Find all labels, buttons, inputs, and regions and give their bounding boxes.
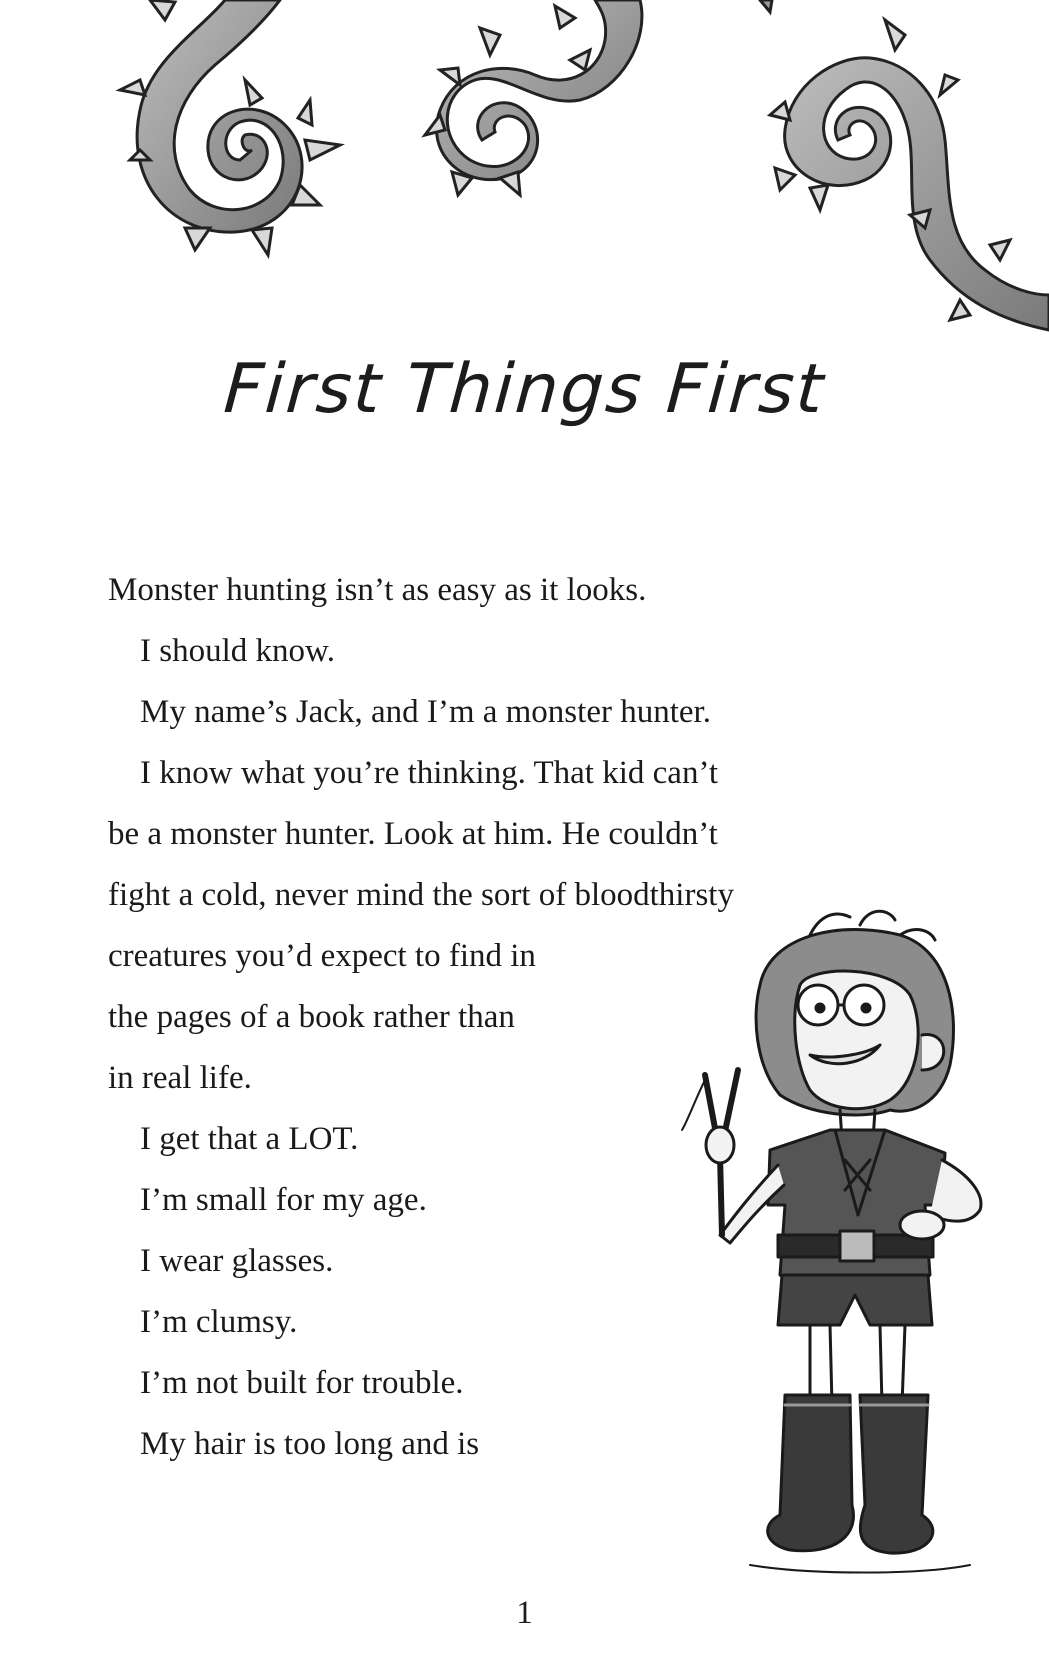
paragraph: I’m small for my age. [140,1182,427,1218]
text-line: fight a cold, never mind the sort of bloodthirsty [108,877,734,913]
boy-with-slingshot-illustration [660,905,1020,1595]
text-line: creatures you’d expect to find in [108,938,536,974]
paragraph: I’m clumsy. [140,1304,298,1340]
tentacle-middle [425,0,642,195]
paragraph: My name’s Jack, and I’m a monster hunter. [140,694,711,730]
paragraph: I get that a LOT. [140,1121,359,1157]
tentacles-illustration [0,0,1049,370]
text-line: be a monster hunter. Look at him. He couldn’t [108,816,718,852]
paragraph: My hair is too long and is [140,1426,480,1462]
page-number: 1 [516,1595,533,1631]
paragraph: I wear glasses. [140,1243,334,1279]
text-line: I know what you’re thinking. That kid can’t [140,755,718,791]
shorts [778,1275,932,1325]
boot-left [768,1395,854,1551]
boot-right [860,1395,933,1553]
text-line: the pages of a book rather than [108,999,515,1035]
tentacle-left [120,0,340,255]
paragraph: I should know. [140,633,335,669]
tentacle-right [760,0,1049,330]
paragraph: Monster hunting isn’t as easy as it looks. [108,572,647,608]
text-line: in real life. [108,1060,252,1096]
chapter-title: First Things First [221,350,828,429]
paragraph: I’m not built for trouble. [140,1365,464,1401]
